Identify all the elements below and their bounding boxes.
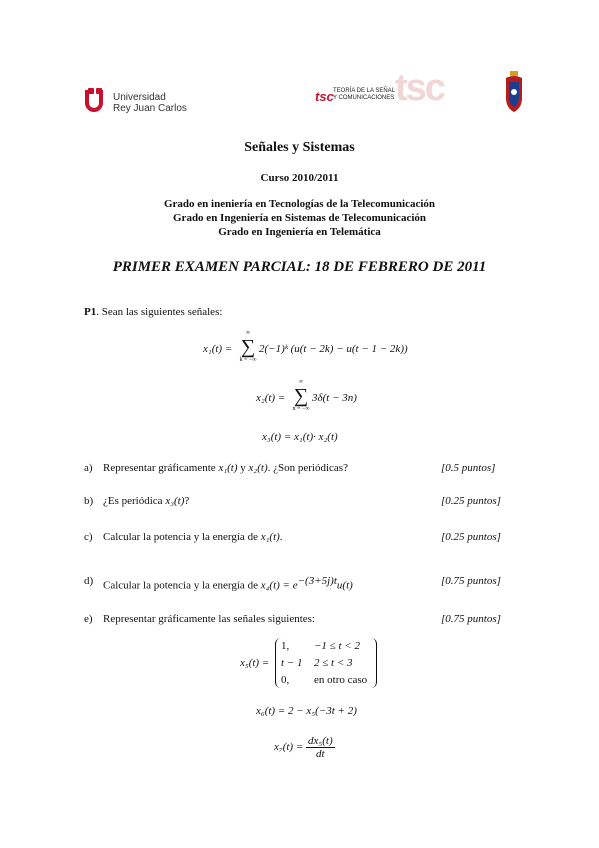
item-b-text: ¿Es periódica x₃(t)? — [103, 495, 190, 507]
item-a-points: [0.5 puntos] — [441, 462, 496, 474]
eq-x2-body: 3δ(t − 3n) — [312, 392, 357, 404]
item-b-label: b) — [84, 495, 94, 507]
item-c-points: [0.25 puntos] — [441, 531, 501, 543]
item-c-text: Calcular la potencia y la energía de x₁(t). — [103, 531, 283, 543]
tsc-mark: tsc — [315, 89, 334, 104]
sum2-lower: n = −∞ — [292, 406, 310, 412]
x5-case-1-cond: −1 ≤ t < 2 — [314, 640, 360, 652]
item-d-points: [0.75 puntos] — [441, 575, 501, 587]
item-e-label: e) — [84, 613, 93, 625]
item-d-label: d) — [84, 575, 94, 587]
tsc-logo — [315, 67, 505, 115]
item-b-points: [0.25 puntos] — [441, 495, 501, 507]
item-a-text: Representar gráficamente x₁(t) y x₂(t). ¿Son periódicas? — [103, 462, 348, 474]
dept-line2: Y COMUNICACIONES — [333, 95, 395, 101]
shield-crest-icon — [503, 70, 525, 114]
item-c-label: c) — [84, 531, 93, 543]
problem-intro — [84, 306, 222, 318]
sum2-upper: ∞ — [298, 379, 304, 385]
eq-x3: x₃(t) = x₁(t)· x₂(t) — [262, 431, 338, 443]
exam-title: PRIMER EXAMEN PARCIAL: 18 DE FEBRERO DE 2011 — [112, 259, 487, 275]
sum1-lower: k = −∞ — [239, 357, 257, 363]
eq-x7-num: dx₅(t) — [308, 735, 333, 747]
x5-case-2-cond: 2 ≤ t < 3 — [314, 657, 353, 669]
dept-line1: TEORÍA DE LA SEÑAL — [333, 88, 396, 94]
course-title: Señales y Sistemas — [244, 140, 355, 155]
x5-case-1-val: 1, — [281, 640, 290, 652]
eq-x6: x₆(t) = 2 − x₅(−3t + 2) — [256, 705, 357, 717]
eq-x7 — [274, 735, 335, 760]
degree-2: Grado en Ingeniería en Sistemas de Telecomunicación — [173, 212, 426, 224]
x5-case-2-val: t − 1 — [281, 657, 303, 669]
x5-case-3-val: 0, — [281, 674, 290, 686]
item-e-text: Representar gráficamente las señales siguientes: — [103, 613, 315, 625]
eq-x1-lhs: x₁(t) = — [203, 343, 233, 355]
problem-intro-text: . Sean las siguientes señales: — [96, 306, 223, 318]
sum1-upper: ∞ — [245, 330, 251, 336]
eq-x2-lhs: x₂(t) = — [256, 392, 286, 404]
eq-x7-fraction — [306, 735, 335, 760]
university-line2: Rey Juan Carlos — [113, 103, 187, 114]
degree-3: Grado en Ingeniería en Telemática — [218, 226, 381, 238]
eq-x1-body: 2(−1)ᵏ (u(t − 2k) − u(t − 1 − 2k)) — [259, 343, 408, 355]
problem-label: P1 — [84, 306, 97, 318]
university-line1: Universidad — [113, 92, 166, 103]
sum2 — [291, 379, 311, 413]
eq-x7-den: dt — [316, 748, 325, 760]
x5-case-3-cond: en otro caso — [314, 674, 368, 686]
item-e-points: [0.75 puntos] — [441, 613, 501, 625]
item-d-text: Calcular la potencia y la energía de $x_4(t) = e^{-(3+5j)t}u(t)$ — [103, 575, 353, 592]
sum1-symbol: ∑ — [240, 336, 256, 358]
degree-1: Grado en ineniería en Tecnologías de la Telecomunicación — [163, 198, 436, 210]
tsc-watermark: tsc — [395, 67, 444, 109]
urjc-logo — [85, 80, 205, 120]
item-a-label: a) — [84, 462, 93, 474]
eq-x7-lhs: x₇(t) = — [274, 741, 304, 754]
sum1 — [238, 330, 258, 364]
urjc-u-icon — [85, 80, 109, 116]
x5-right-brace — [368, 638, 377, 688]
sum2-symbol: ∑ — [293, 385, 309, 407]
eq-x5-lhs: x₅(t) = — [240, 657, 270, 669]
course-year: Curso 2010/2011 — [260, 172, 339, 184]
